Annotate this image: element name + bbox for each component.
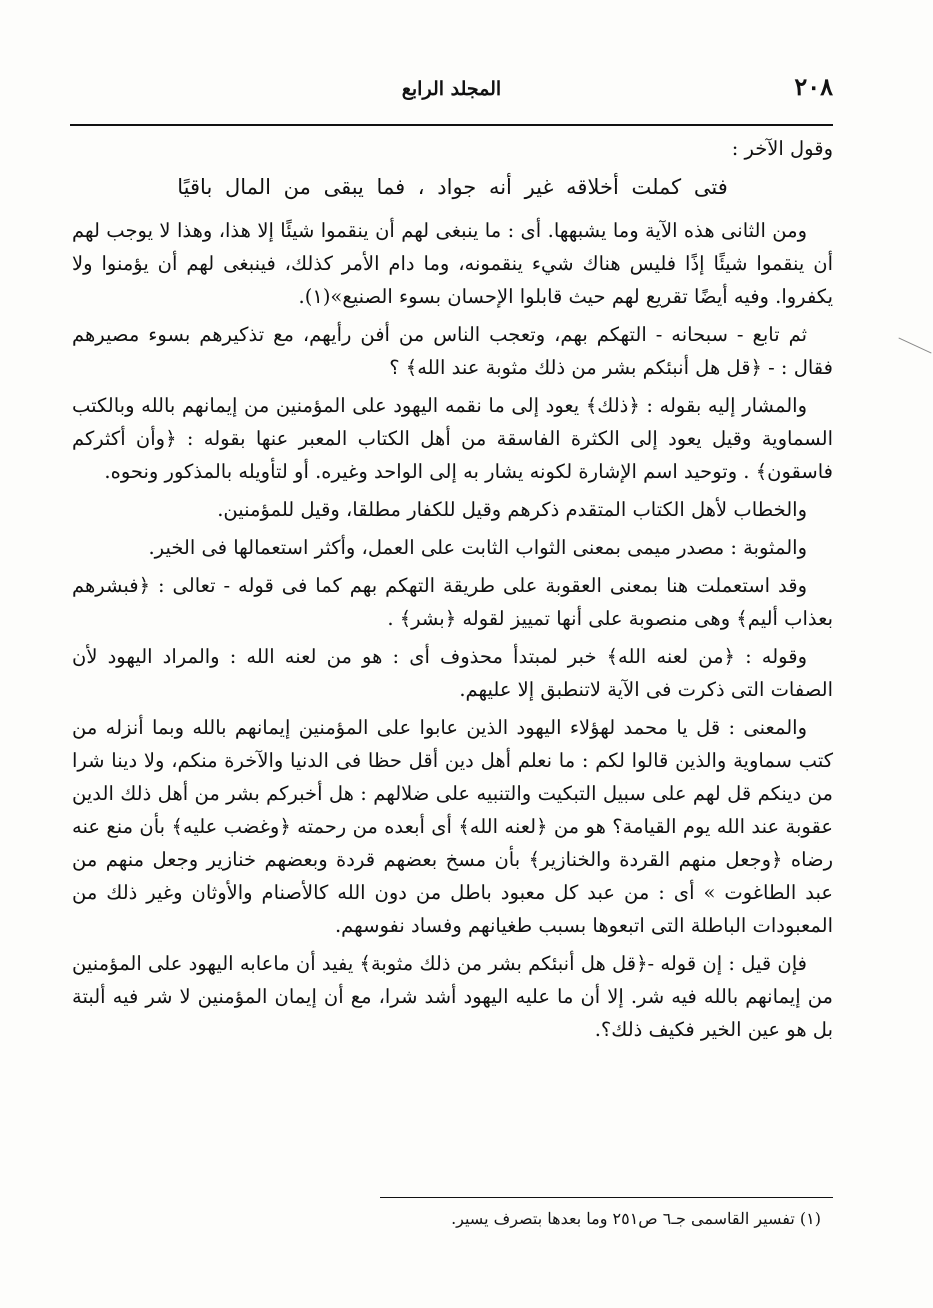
page-number: ٢٠٨	[794, 72, 833, 101]
poetry-verse: فتى كملت أخلاقه غير أنه جواد ، فما يبقى من المال باقيًا	[177, 175, 728, 199]
paragraph-7: وقوله : ﴿من لعنه الله﴾ خبر لمبتدأ محذوف أى : هو من لعنه الله : والمراد اليهود لأن الصفات التى ذكرت فى الآية لاتنطبق إلا عليهم.	[72, 645, 833, 701]
page-body	[72, 132, 833, 1051]
paragraph-9: فإن قيل : إن قوله -﴿قل هل أنبئكم بشر من ذلك مثوبة﴾ يفيد أن ماعابه اليهود على المؤمنين من إيمانهم بالله فيه شر. إلا أن ما عليه اليهود أشد شرا، مع أن إيمان المؤمنين لا شر فيه ألبتة بل هو عين الخير فكيف ذلك؟.	[72, 952, 833, 1041]
footnote: (١) تفسير القاسمى جـ٦ ص٢٥١ وما بعدها بتصرف يسير.	[451, 1209, 821, 1228]
intro-line: وقول الآخر :	[731, 137, 833, 160]
page-header	[70, 72, 833, 122]
paragraph-3: والمشار إليه بقوله : ﴿ذلك﴾ يعود إلى ما نقمه اليهود على المؤمنين من إيمانهم بالله وبالكتب السماوية وقيل يعود إلى الكثرة الفاسقة من أهل الكتاب المعبر عنها بقوله : ﴿وأن أكثركم فاسقون﴾ . وتوحيد اسم الإشارة لكونه يشار به إلى الواحد وغيره. أو لتأويله بالمذكور ونحوه.	[72, 394, 833, 483]
running-title: المجلد الرابع	[401, 78, 502, 100]
header-rule	[70, 124, 833, 126]
paragraph-4: والخطاب لأهل الكتاب المتقدم ذكرهم وقيل للكفار مطلقا، وقيل للمؤمنين.	[217, 498, 807, 521]
paragraph-8: والمعنى : قل يا محمد لهؤلاء اليهود الذين عابوا على المؤمنين إيمانهم بالله وبما أنزله من كتب سماوية والذين قالوا لكم : ما نعلم أهل دين أقل حظا فى الدنيا والآخرة منكم، ولا دينا شرا من دينكم قل لهم على سبيل التبكيت والتنبيه على ضلالهم : هل أخبركم بشر من أهل ذلك الدين عقوبة عند الله يوم القيامة؟ هو من ﴿لعنه الله﴾ أى أبعده من رحمته ﴿وغضب عليه﴾ بأن منع عنه رضاه ﴿وجعل منهم القردة والخنازير﴾ بأن مسخ بعضهم قردة وبعضهم خنازير وجعل منهم من عبد الطاغوت » أى : من عبد كل معبود باطل من دون الله كالأصنام والأوثان وغير ذلك من المعبودات الباطلة التى اتبعوها بسبب طغيانهم وفساد نفوسهم.	[72, 716, 833, 937]
footnote-rule	[380, 1197, 833, 1198]
paragraph-1: ومن الثانى هذه الآية وما يشبهها. أى : ما ينبغى لهم أن ينقموا شيئًا إلا هذا، وهذا لا يوجب لهم أن ينقموا شيئًا إذًا فليس هناك شيء ينقمونه، وما دام الأمر كذلك، فينبغى لهم أن يؤمنوا ولا يكفروا. وفيه أيضًا تقريع لهم حيث قابلوا الإحسان بسوء الصنيع»(١).	[72, 219, 833, 308]
paragraph-2: ثم تابع - سبحانه - التهكم بهم، وتعجب الناس من أفن رأيهم، مع تذكيرهم بسوء مصيرهم فقال : - ﴿قل هل أنبئكم بشر من ذلك مثوبة عند الله﴾ ؟	[72, 323, 833, 379]
paragraph-5: والمثوبة : مصدر ميمى بمعنى الثواب الثابت على العمل، وأكثر استعمالها فى الخير.	[148, 536, 807, 559]
paragraph-6: وقد استعملت هنا بمعنى العقوبة على طريقة التهكم بهم كما فى قوله - تعالى : ﴿فبشرهم بعذاب أليم﴾ وهى منصوبة على أنها تمييز لقوله ﴿بشر﴾ .	[72, 574, 833, 630]
margin-mark	[898, 337, 931, 353]
